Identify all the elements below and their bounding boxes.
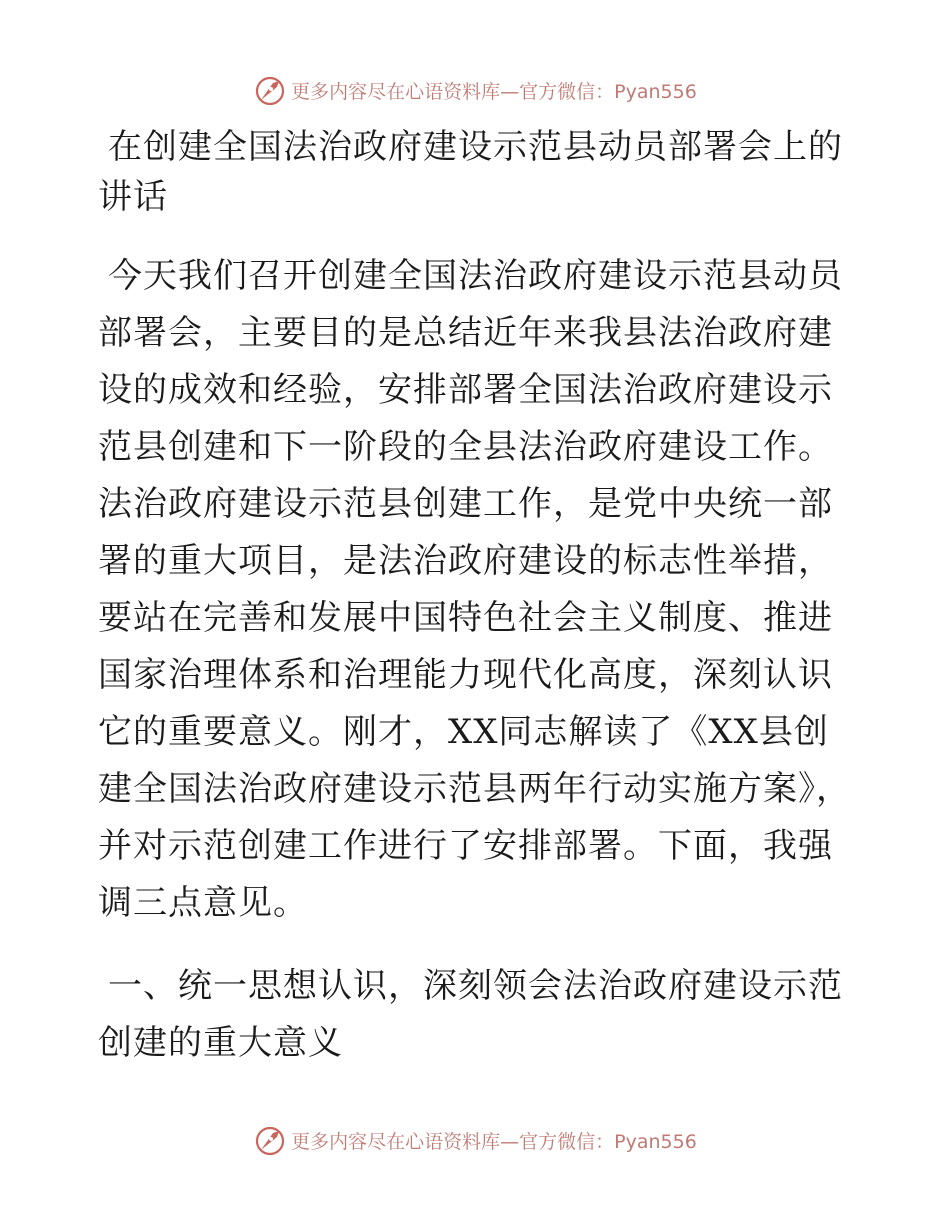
pen-nib-logo-icon xyxy=(253,73,287,107)
footer-watermark xyxy=(0,1120,950,1160)
watermark-text: 更多内容尽在心语资料库—官方微信：Pyan556 xyxy=(291,1130,697,1153)
watermark-text: 更多内容尽在心语资料库—官方微信：Pyan556 xyxy=(291,80,697,103)
header-watermark xyxy=(0,70,950,110)
document-body xyxy=(98,122,858,1072)
section-heading: 一、统一思想认识，深刻领会法治政府建设示范创建的重大意义 xyxy=(98,966,843,1063)
body-paragraph: 今天我们召开创建全国法治政府建设示范县动员部署会，主要目的是总结近年来我县法治政府建设的成效和经验，安排部署全国法治政府建设示范县创建和下一阶段的全县法治政府建设工作。法治政府建设示范县创建工作，是党中央统一部署的重大项目，是法治政府建设的标志性举措，要站在完善和发展中国特色社会主义制度、推进国家治理体系和治理能力现代化高度，深刻认识它的重要意义。刚才，XX同志解读了《XX县创建全国法治政府建设示范县两年行动实施方案》，并对示范创建工作进行了安排部署。下面，我强调三点意见。 xyxy=(98,256,851,923)
document-title: 在创建全国法治政府建设示范县动员部署会上的讲话 xyxy=(98,127,843,217)
pen-nib-logo-icon xyxy=(253,1123,287,1157)
